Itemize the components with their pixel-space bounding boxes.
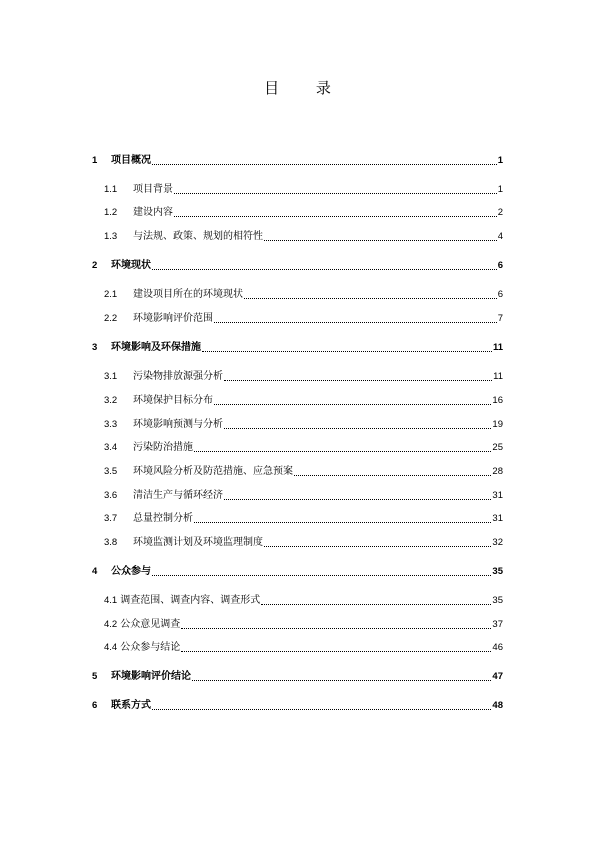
toc-entry-page-number: 19 (492, 419, 503, 430)
toc-entry-page-number: 7 (497, 313, 503, 324)
toc-entry-page-number: 11 (492, 342, 503, 353)
toc-entry-number: 4 (92, 566, 98, 577)
toc-entry-page-number: 32 (492, 537, 503, 548)
toc-entry-chapter[interactable] (92, 153, 503, 167)
toc-entry-number: 5 (92, 671, 98, 682)
toc-entry-title: 建设内容 (133, 207, 173, 218)
toc-entry-page-number: 6 (497, 260, 503, 271)
toc-entry-number: 3.7 (104, 513, 118, 524)
toc-entry-page-number: 1 (497, 184, 503, 195)
toc-entry-section[interactable] (104, 464, 503, 478)
toc-entry-number: 3 (92, 342, 98, 353)
toc-entry-page-number: 46 (492, 642, 503, 653)
toc-dot-leader (224, 379, 492, 381)
toc-entry-number: 3.2 (104, 395, 118, 406)
toc-dot-leader (152, 574, 491, 576)
toc-entry-title: 公众意见调查 (120, 619, 181, 630)
toc-entry-chapter[interactable] (92, 340, 503, 354)
toc-dot-leader (261, 603, 491, 605)
toc-dot-leader (214, 403, 491, 405)
toc-entry-page-number: 37 (492, 619, 503, 630)
page-title: 目 录 (264, 79, 347, 97)
toc-entry-title: 公众参与结论 (120, 642, 181, 653)
toc-entry-section[interactable] (104, 535, 503, 549)
toc-entry-page-number: 4 (497, 231, 503, 242)
toc-entry-number: 2.2 (104, 313, 118, 324)
toc-entry-title: 总量控制分析 (133, 513, 193, 524)
toc-entry-title: 联系方式 (111, 700, 151, 711)
toc-entry-number: 4.1 (104, 595, 118, 606)
toc-entry-page-number: 47 (492, 671, 503, 682)
toc-dot-leader (264, 239, 497, 241)
toc-entry-title: 公众参与 (111, 566, 151, 577)
toc-dot-leader (152, 268, 497, 270)
toc-entry-page-number: 2 (497, 207, 503, 218)
toc-entry-number: 1.3 (104, 231, 118, 242)
toc-entry-title: 项目概况 (111, 155, 151, 166)
toc-dot-leader (202, 350, 492, 352)
toc-entry-title: 项目背景 (133, 184, 173, 195)
toc-entry-number: 1.1 (104, 184, 118, 195)
toc-dot-leader (192, 679, 491, 681)
toc-entry-section[interactable] (104, 617, 503, 631)
toc-entry-page-number: 35 (492, 566, 503, 577)
toc-entry-number: 1.2 (104, 207, 118, 218)
toc-dot-leader (224, 427, 491, 429)
toc-entry-title: 清洁生产与循环经济 (133, 490, 223, 501)
toc-entry-section[interactable] (104, 229, 503, 243)
toc-entry-section[interactable] (104, 205, 503, 219)
toc-dot-leader (294, 474, 491, 476)
toc-entry-number: 4.4 (104, 642, 118, 653)
toc-entry-number: 2.1 (104, 289, 118, 300)
toc-dot-leader (174, 215, 497, 217)
toc-entry-page-number: 1 (497, 155, 503, 166)
toc-entry-title: 环境保护目标分布 (133, 395, 213, 406)
toc-entry-title: 环境影响评价结论 (111, 671, 191, 682)
toc-entry-title: 污染防治措施 (133, 442, 193, 453)
toc-dot-leader (194, 521, 491, 523)
toc-entry-page-number: 6 (497, 289, 503, 300)
toc-dot-leader (152, 708, 491, 710)
toc-entry-page-number: 31 (492, 513, 503, 524)
toc-entry-title: 调查范围、调查内容、调查形式 (120, 595, 261, 606)
toc-entry-chapter[interactable] (92, 669, 503, 683)
toc-entry-section[interactable] (104, 369, 503, 383)
toc-entry-title: 环境影响预测与分析 (133, 419, 223, 430)
toc-entry-section[interactable] (104, 182, 503, 196)
toc-entry-page-number: 11 (493, 371, 503, 382)
toc-entry-number: 1 (92, 155, 98, 166)
toc-entry-section[interactable] (104, 417, 503, 431)
toc-entry-section[interactable] (104, 287, 503, 301)
toc-entry-section[interactable] (104, 393, 503, 407)
toc-entry-number: 3.4 (104, 442, 118, 453)
toc-entry-section[interactable] (104, 593, 503, 607)
toc-entry-title: 环境影响评价范围 (133, 313, 213, 324)
toc-entry-title: 环境影响及环保措施 (111, 342, 201, 353)
toc-dot-leader (214, 321, 497, 323)
toc-entry-title: 建设项目所在的环境现状 (133, 289, 243, 300)
toc-dot-leader (224, 498, 491, 500)
toc-entry-title: 污染物排放源强分析 (133, 371, 223, 382)
toc-dot-leader (244, 297, 497, 299)
toc-entry-page-number: 28 (492, 466, 503, 477)
toc-dot-leader (181, 650, 491, 652)
toc-entry-section[interactable] (104, 511, 503, 525)
toc-entry-page-number: 48 (492, 700, 503, 711)
toc-entry-section[interactable] (104, 311, 503, 325)
toc-entry-number: 2 (92, 260, 98, 271)
toc-entry-section[interactable] (104, 440, 503, 454)
toc-entry-number: 3.8 (104, 537, 118, 548)
toc-entry-number: 3.5 (104, 466, 118, 477)
toc-entry-title: 与法规、政策、规划的相符性 (133, 231, 263, 242)
toc-entry-number: 3.3 (104, 419, 118, 430)
toc-entry-page-number: 35 (492, 595, 503, 606)
toc-entry-section[interactable] (104, 488, 503, 502)
toc-dot-leader (174, 192, 497, 194)
toc-entry-page-number: 25 (492, 442, 503, 453)
toc-entry-page-number: 31 (492, 490, 503, 501)
toc-entry-section[interactable] (104, 640, 503, 654)
toc-entry-chapter[interactable] (92, 258, 503, 272)
toc-entry-title: 环境风险分析及防范措施、应急预案 (133, 466, 293, 477)
toc-entry-number: 3.6 (104, 490, 118, 501)
toc-entry-number: 6 (92, 700, 98, 711)
toc-dot-leader (152, 163, 497, 165)
toc-entry-number: 3.1 (104, 371, 118, 382)
toc-entry-title: 环境监测计划及环境监理制度 (133, 537, 263, 548)
toc-entry-number: 4.2 (104, 619, 118, 630)
toc-entry-page-number: 16 (492, 395, 503, 406)
toc-entry-title: 环境现状 (111, 260, 151, 271)
toc-dot-leader (264, 545, 491, 547)
toc-dot-leader (194, 450, 491, 452)
toc-entry-chapter[interactable] (92, 698, 503, 712)
toc-dot-leader (181, 627, 491, 629)
toc-entry-chapter[interactable] (92, 564, 503, 578)
